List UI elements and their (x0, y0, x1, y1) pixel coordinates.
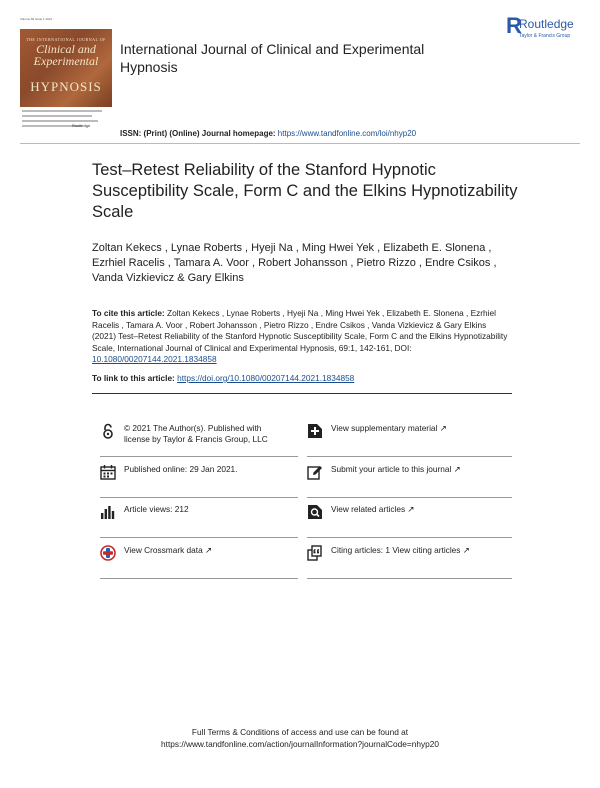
journal-title: International Journal of Clinical and Experimental Hypnosis (120, 41, 425, 75)
published-row (100, 462, 298, 498)
related-label: View related articles (331, 504, 406, 514)
cover-publisher-mark: Routledge (72, 123, 91, 128)
submit-row[interactable] (307, 462, 512, 498)
publisher-subtitle: Taylor & Francis Group (519, 33, 571, 39)
link-label: To link to this article: (92, 373, 178, 383)
license-line-1: © 2021 The Author(s). Published with (124, 423, 262, 433)
license-text (124, 423, 268, 445)
citing-label: Citing articles: 1 View citing articles (331, 545, 461, 555)
footer-terms-url[interactable]: https://www.tandfonline.com/action/journalInformation?journalCode=nhyp20 (161, 738, 439, 749)
external-link-icon: ↗ (407, 504, 415, 514)
views-row (100, 502, 298, 538)
external-link-icon: ↗ (439, 423, 447, 433)
citing-link (331, 545, 470, 556)
external-link-icon: ↗ (453, 464, 461, 474)
cover-title-caps: HYPNOSIS (30, 79, 102, 94)
header-divider (20, 143, 580, 144)
cover-art (20, 29, 112, 107)
citation-block (92, 308, 512, 366)
row-divider (100, 578, 298, 579)
article-authors: Zoltan Kekecs , Lynae Roberts , Hyeji Na , Ming Hwei Yek , Elizabeth E. Slonena , Ezrhiel Racelis , Tamara A. Voor , Robert Johansson , Pietro Rizzo , Endre Csikos , Vanda Vizkievicz & Gary Elkins (92, 242, 497, 284)
citing-articles-icon (307, 545, 323, 561)
cite-text: Zoltan Kekecs , Lynae Roberts , Hyeji Na , Ming Hwei Yek , Elizabeth E. Slonena , Ezrhiel Racelis , Tamara A. Voor , Robert Johansson , Pietro Rizzo , Endre Csikos , Vanda Vizkievicz & Gary Elkins (2021) Test–Retest Reliability of the Stanford Hypnotic Susceptibility Scale, Form C and the Elkins Hypnotizability Scale, International Journal of Clinical and Experimental Hypnosis, 69:1, 142-161, DOI: (92, 308, 508, 353)
crossmark-link (124, 545, 212, 556)
submit-link (331, 464, 461, 475)
row-divider (307, 497, 512, 498)
license-row[interactable] (100, 421, 298, 457)
plus-document-icon (307, 423, 323, 439)
open-access-lock-icon (100, 423, 116, 439)
issn-label: ISSN: (Print) (Online) Journal homepage: (120, 129, 278, 138)
journal-homepage-link[interactable]: https://www.tandfonline.com/loi/nhyp20 (277, 129, 417, 138)
crossmark-row[interactable] (100, 543, 298, 579)
article-link-line (92, 373, 354, 383)
row-divider (307, 456, 512, 457)
bar-chart-icon (100, 504, 116, 520)
article-views: Article views: 212 (124, 504, 189, 514)
article-title: Test–Retest Reliability of the Stanford Hypnotic Susceptibility Scale, Form C and the Elkins Hypnotizability Scale (92, 161, 518, 221)
submit-label: Submit your article to this journal (331, 464, 452, 474)
related-row[interactable] (307, 502, 512, 538)
external-link-icon: ↗ (462, 545, 470, 555)
row-divider (100, 537, 298, 538)
license-line-2: license by Taylor & Francis Group, LLC (124, 434, 268, 444)
cover-title-script: Clinical and Experimental (33, 42, 99, 68)
publisher-logo (506, 13, 586, 46)
external-link-icon: ↗ (205, 545, 212, 555)
footer-line-1: Full Terms & Conditions of access and use can be found at (191, 727, 409, 737)
cover-series-text: THE INTERNATIONAL JOURNAL OF (26, 37, 106, 42)
section-divider (92, 393, 512, 394)
supplementary-link (331, 423, 447, 434)
publisher-name: Routledge (519, 17, 574, 31)
published-date: Published online: 29 Jan 2021. (124, 464, 238, 474)
related-link (331, 504, 414, 515)
doi-link[interactable]: 10.1080/00207144.2021.1834858 (92, 354, 217, 365)
cite-label: To cite this article: (92, 308, 167, 318)
journal-cover-thumbnail (20, 17, 112, 135)
row-divider (307, 537, 512, 538)
article-doi-url[interactable]: https://doi.org/10.1080/00207144.2021.1834858 (177, 373, 355, 383)
calendar-icon (100, 464, 116, 480)
supplementary-label: View supplementary material (331, 423, 438, 433)
issn-line (120, 129, 416, 138)
row-divider (100, 497, 298, 498)
search-document-icon (307, 504, 323, 520)
routledge-r-icon: R (506, 13, 522, 38)
row-divider (100, 456, 298, 457)
row-divider (307, 578, 512, 579)
crossmark-label: View Crossmark data (124, 545, 203, 555)
crossmark-icon (100, 545, 116, 561)
supplementary-row[interactable] (307, 421, 512, 457)
footer-terms (0, 727, 600, 750)
citing-row[interactable] (307, 543, 512, 579)
edit-pencil-icon (307, 464, 323, 480)
cover-issue-text: Volume 69 Issue 1 2021 (20, 17, 53, 21)
